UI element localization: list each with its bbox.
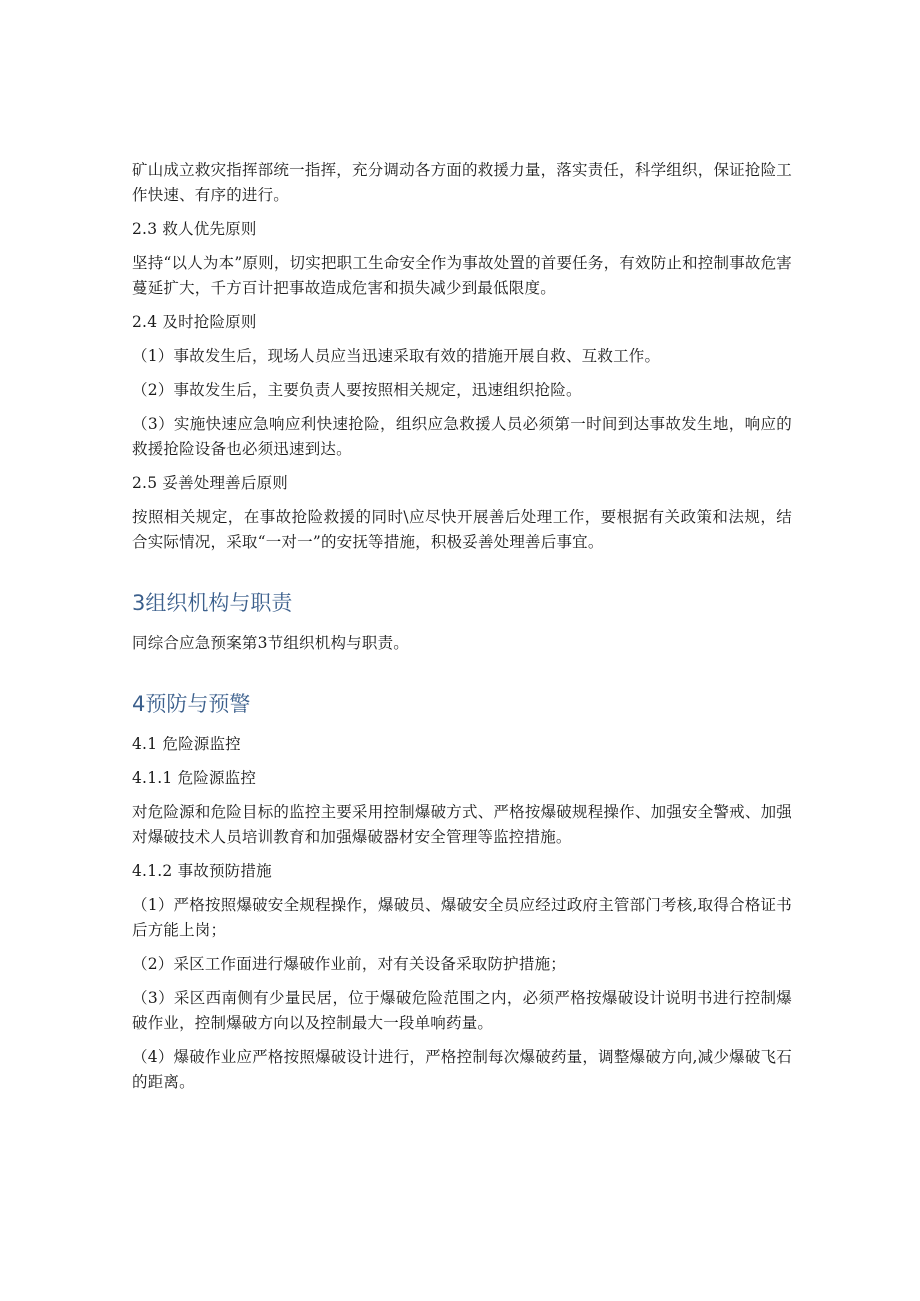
paragraph: 坚持“以人为本”原则，切实把职工生命安全作为事故处置的首要任务，有效防止和控制事故危害蔓延扩大，千方百计把事故造成危害和损失减少到最低限度。: [132, 254, 792, 297]
section-heading: 4预防与预警: [132, 692, 251, 716]
subsection-title: 2.3 救人优先原则: [132, 220, 257, 238]
subsection-title: 4.1.1 危险源监控: [132, 769, 257, 787]
paragraph: 对危险源和危险目标的监控主要采用控制爆破方式、严格按爆破规程操作、加强安全警戒、加强对爆破技术人员培训教育和加强爆破器材安全管理等监控措施。: [132, 803, 792, 846]
list-item: （4）爆破作业应严格按照爆破设计进行，严格控制每次爆破药量，调整爆破方向,减少爆破飞石的距离。: [132, 1048, 792, 1091]
paragraph: 同综合应急预案第3节组织机构与职责。: [132, 634, 409, 652]
subsection-title: 4.1 危险源监控: [132, 735, 241, 753]
list-item: （3）采区西南侧有少量民居，位于爆破危险范围之内，必须严格按爆破设计说明书进行控制爆破作业，控制爆破方向以及控制最大一段单响药量。: [132, 989, 792, 1032]
subsection-title: 2.5 妥善处理善后原则: [132, 474, 288, 492]
subsection-title: 4.1.2 事故预防措施: [132, 862, 272, 880]
list-item: （2）事故发生后，主要负责人要按照相关规定，迅速组织抢险。: [132, 381, 582, 399]
paragraph: 按照相关规定，在事故抢险救援的同时\应尽快开展善后处理工作，要根据有关政策和法规，结合实际情况，采取“一对一”的安抚等措施，积极妥善处理善后事宜。: [132, 508, 792, 551]
list-item: （3）实施快速应急响应利快速抢险，组织应急救援人员必须第一时间到达事故发生地，响应的救援抢险设备也必须迅速到达。: [132, 415, 792, 458]
document-page: [132, 158, 792, 1104]
list-item: （1）事故发生后，现场人员应当迅速采取有效的措施开展自救、互救工作。: [132, 347, 661, 365]
paragraph: 矿山成立救灾指挥部统一指挥，充分调动各方面的救援力量，落实责任，科学组织，保证抢险工作快速、有序的进行。: [132, 161, 792, 204]
subsection-title: 2.4 及时抢险原则: [132, 313, 257, 331]
list-item: （1）严格按照爆破安全规程操作，爆破员、爆破安全员应经过政府主管部门考核,取得合格证书后方能上岗；: [132, 896, 792, 939]
list-item: （2）采区工作面进行爆破作业前，对有关设备采取防护措施；: [132, 955, 566, 973]
section-heading: 3组织机构与职责: [132, 591, 293, 615]
